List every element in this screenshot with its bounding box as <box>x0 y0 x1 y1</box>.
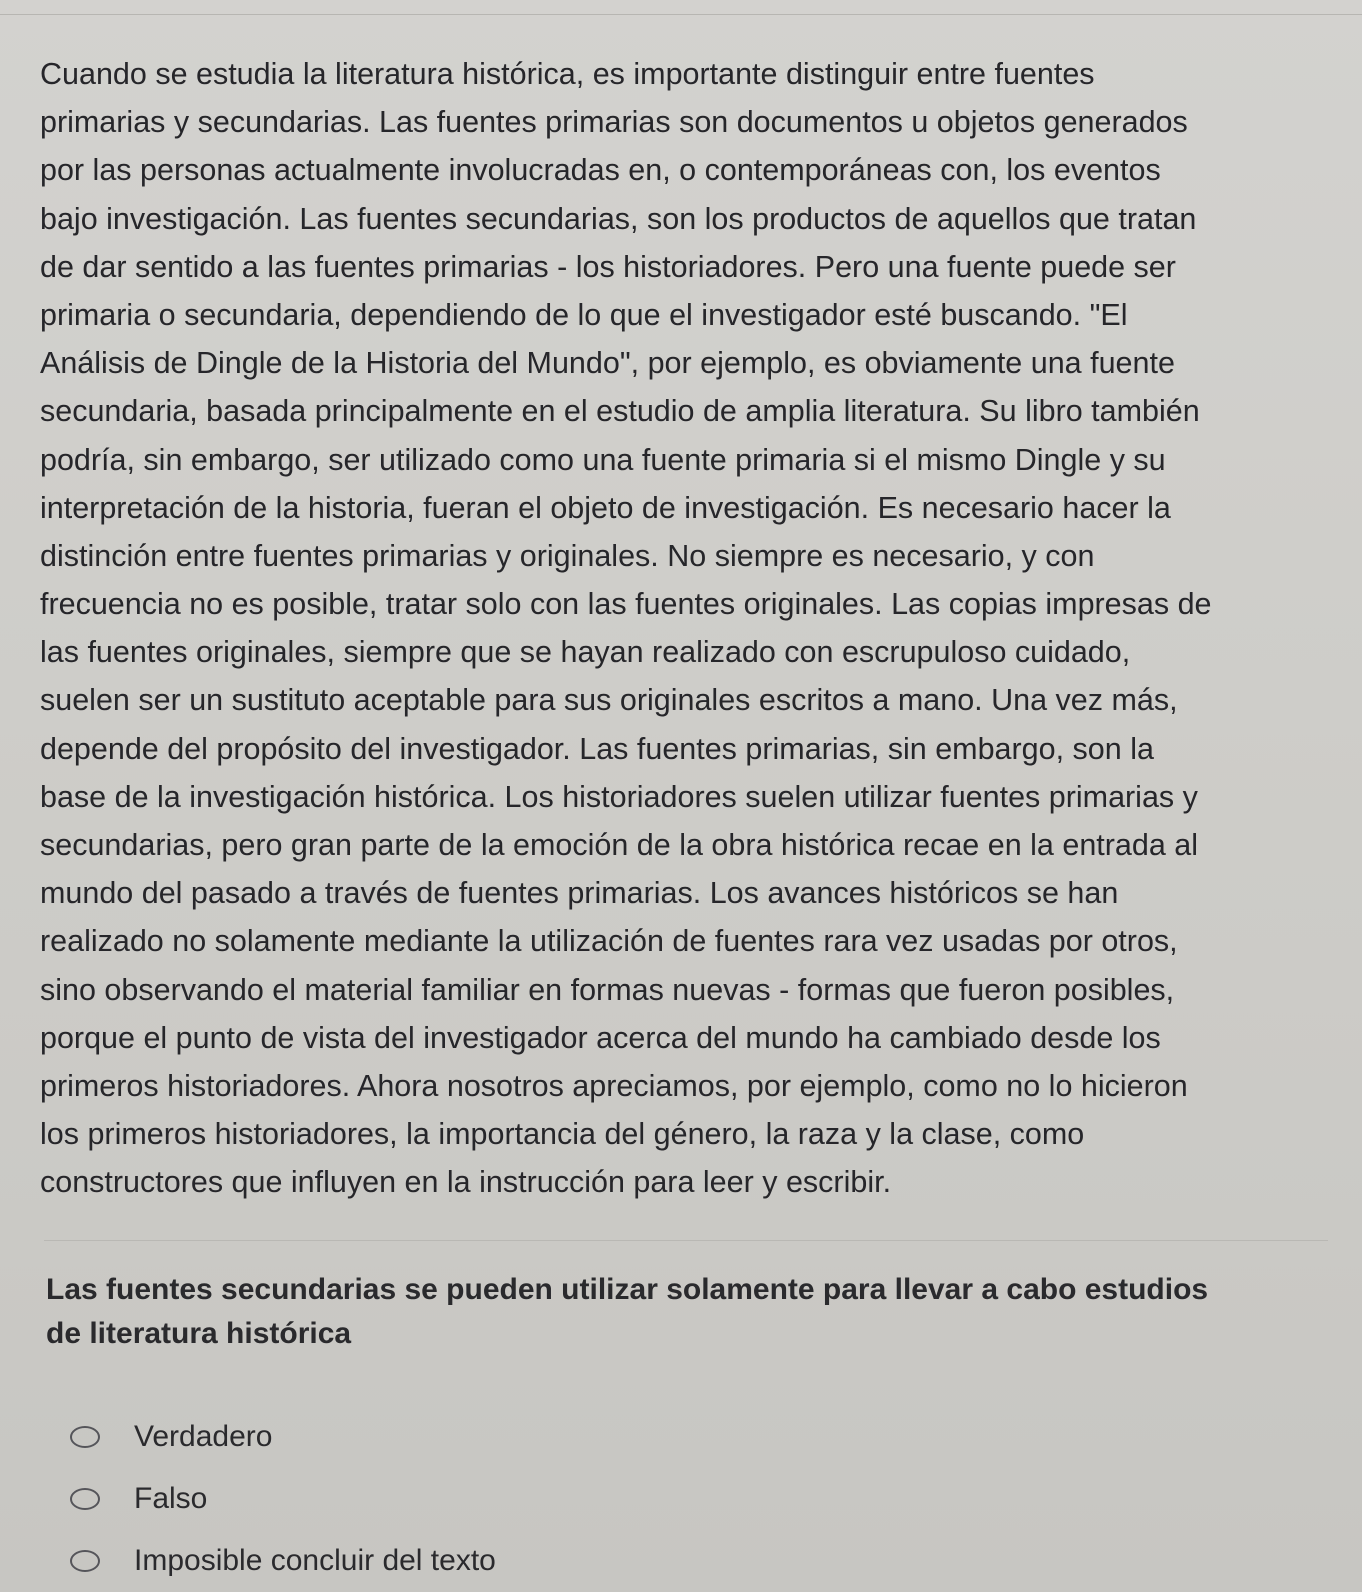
top-divider <box>0 14 1362 15</box>
radio-button-icon[interactable] <box>70 1488 100 1510</box>
passage-line: primeros historiadores. Ahora nosotros apreciamos, por ejemplo, como no lo hicieron <box>40 1068 1188 1103</box>
passage-line: primarias y secundarias. Las fuentes primarias son documentos u objetos generados <box>40 105 1188 140</box>
option-imposible-concluir[interactable] <box>70 1530 496 1592</box>
passage-line: constructores que influyen en la instrucción para leer y escribir. <box>40 1165 892 1200</box>
radio-button-icon[interactable] <box>70 1550 100 1572</box>
passage-line: interpretación de la historia, fueran el objeto de investigación. Es necesario hacer la <box>40 490 1171 525</box>
passage-line: sino observando el material familiar en formas nuevas - formas que fueron posibles, <box>40 972 1175 1007</box>
passage-line: los primeros historiadores, la importancia del género, la raza y la clase, como <box>40 1117 1085 1152</box>
passage-line: mundo del pasado a través de fuentes primarias. Los avances históricos se han <box>40 876 1119 911</box>
option-label[interactable]: Imposible concluir del texto <box>134 1544 496 1577</box>
question-line: de literatura histórica <box>46 1317 352 1350</box>
reading-passage <box>40 56 1322 1213</box>
option-label[interactable]: Falso <box>134 1482 208 1515</box>
option-falso[interactable] <box>70 1468 496 1530</box>
passage-line: secundarias, pero gran parte de la emoción de la obra histórica recae en la entrada al <box>40 828 1199 862</box>
radio-button-icon[interactable] <box>70 1426 100 1448</box>
answer-options <box>70 1406 496 1592</box>
passage-line: distinción entre fuentes primarias y originales. No siempre es necesario, y con <box>40 538 1095 573</box>
question-prompt <box>46 1268 1336 1356</box>
section-divider <box>44 1240 1328 1241</box>
passage-line: por las personas actualmente involucradas en, o contemporáneas con, los eventos <box>40 153 1161 188</box>
passage-line: las fuentes originales, siempre que se hayan realizado con escrupuloso cuidado, <box>40 635 1131 670</box>
passage-line: secundaria, basada principalmente en el estudio de amplia literatura. Su libro también <box>40 394 1200 429</box>
passage-line: bajo investigación. Las fuentes secundarias, son los productos de aquellos que tratan <box>40 201 1197 236</box>
passage-line: frecuencia no es posible, tratar solo con las fuentes originales. Las copias impresas de <box>40 587 1212 622</box>
passage-line: podría, sin embargo, ser utilizado como una fuente primaria si el mismo Dingle y su <box>40 442 1166 477</box>
passage-line: primaria o secundaria, dependiendo de lo que el investigador esté buscando. "El <box>40 297 1128 332</box>
passage-line: base de la investigación histórica. Los historiadores suelen utilizar fuentes primarias y <box>40 779 1198 814</box>
passage-line: suelen ser un sustituto aceptable para sus originales escritos a mano. Una vez más, <box>40 683 1178 718</box>
passage-line: porque el punto de vista del investigador acerca del mundo ha cambiado desde los <box>40 1020 1161 1055</box>
passage-line: realizado no solamente mediante la utilización de fuentes rara vez usadas por otros, <box>40 924 1178 959</box>
passage-line: Análisis de Dingle de la Historia del Mundo", por ejemplo, es obviamente una fuente <box>40 346 1175 381</box>
option-verdadero[interactable] <box>70 1406 496 1468</box>
passage-line: Cuando se estudia la literatura histórica, es importante distinguir entre fuentes <box>40 57 1095 91</box>
passage-line: de dar sentido a las fuentes primarias - los historiadores. Pero una fuente puede ser <box>40 249 1176 284</box>
option-label[interactable]: Verdadero <box>134 1420 273 1453</box>
passage-line: depende del propósito del investigador. Las fuentes primarias, sin embargo, son la <box>40 731 1154 766</box>
question-line: Las fuentes secundarias se pueden utilizar solamente para llevar a cabo estudios <box>46 1273 1209 1306</box>
